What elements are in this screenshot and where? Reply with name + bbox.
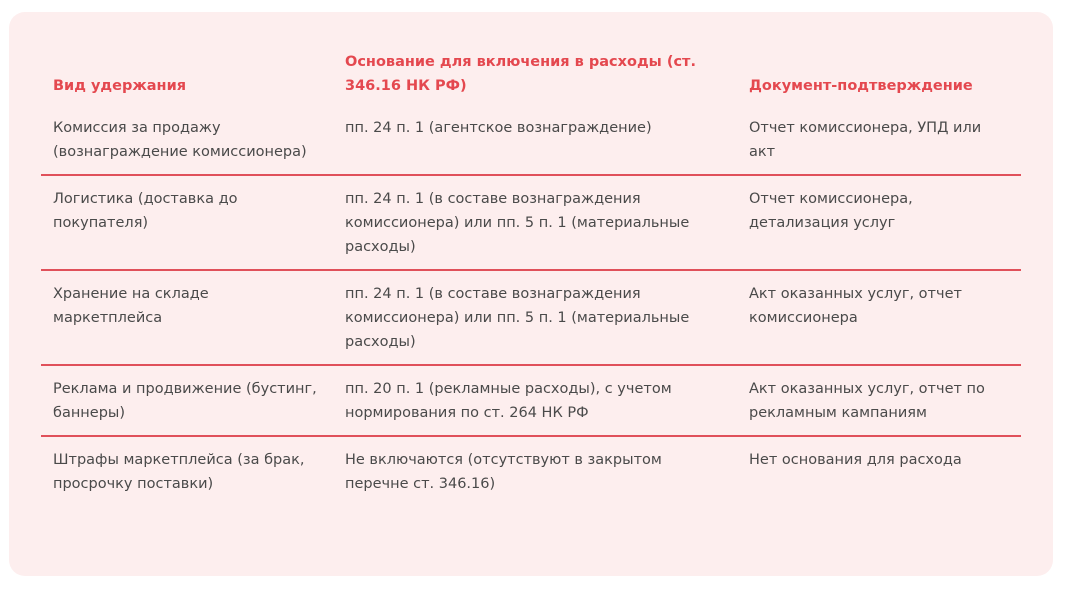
table-cell-basis: пп. 24 п. 1 (агентское вознаграждение) — [345, 120, 652, 136]
table-cell-basis: Не включаются (отсутствуют в закрытом перечне ст. 346.16) — [345, 452, 662, 492]
table-row — [41, 270, 1021, 365]
expenses-table — [41, 50, 1021, 506]
table-header-row — [41, 50, 1021, 116]
table-cell-withholding-type: Комиссия за продажу (вознаграждение комиссионера) — [53, 120, 307, 160]
table-cell-document: Отчет комиссионера, детализация услуг — [749, 191, 913, 231]
table-cell-basis: пп. 24 п. 1 (в составе вознаграждения комиссионера) или пп. 5 п. 1 (материальные расходы) — [345, 191, 690, 255]
column-header-document: Документ-подтверждение — [749, 78, 973, 94]
table-row — [41, 436, 1021, 506]
table-card — [9, 12, 1053, 576]
table-cell-document: Отчет комиссионера, УПД или акт — [749, 120, 982, 160]
table-cell-document: Акт оказанных услуг, отчет по рекламным кампаниям — [749, 381, 985, 421]
table-cell-withholding-type: Хранение на складе маркетплейса — [53, 286, 209, 326]
table-cell-basis: пп. 24 п. 1 (в составе вознаграждения комиссионера) или пп. 5 п. 1 (материальные расходы) — [345, 286, 690, 350]
column-header-basis: Основание для включения в расходы (ст. 346.16 НК РФ) — [345, 54, 696, 94]
column-header-withholding-type: Вид удержания — [53, 78, 187, 94]
table-row — [41, 116, 1021, 175]
table-cell-document: Акт оказанных услуг, отчет комиссионера — [749, 286, 962, 326]
table-cell-basis: пп. 20 п. 1 (рекламные расходы), с учетом нормирования по ст. 264 НК РФ — [345, 381, 672, 421]
table-cell-withholding-type: Штрафы маркетплейса (за брак, просрочку поставки) — [53, 452, 305, 492]
table-cell-document: Нет основания для расхода — [749, 452, 962, 468]
table-row — [41, 365, 1021, 436]
table-row — [41, 175, 1021, 270]
table-cell-withholding-type: Реклама и продвижение (бустинг, баннеры) — [53, 381, 317, 421]
table-cell-withholding-type: Логистика (доставка до покупателя) — [53, 191, 238, 231]
